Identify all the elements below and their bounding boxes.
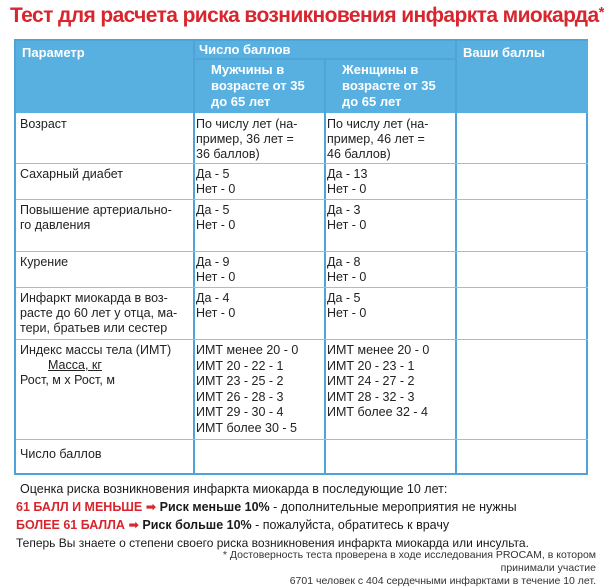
row-age-param: Возраст bbox=[20, 117, 67, 131]
arrow-icon: ➡ bbox=[145, 500, 157, 514]
row-age-women: По числу лет (на- пример, 46 лет = 46 баллов) bbox=[327, 117, 429, 161]
row-diabetes-men: Да - 5 Нет - 0 bbox=[196, 167, 236, 196]
row-family-women: Да - 5 Нет - 0 bbox=[327, 291, 367, 320]
notes-line-4: Теперь Вы знаете о степени своего риска возникновения инфаркта миокарда или инсульта. bbox=[16, 536, 529, 550]
row-pressure-men: Да - 5 Нет - 0 bbox=[196, 203, 236, 232]
row-smoking-men: Да - 9 Нет - 0 bbox=[196, 255, 236, 284]
notes-line-1: Оценка риска возникновения инфаркта миокарда в последующие 10 лет: bbox=[20, 482, 448, 496]
header-points: Число баллов bbox=[195, 41, 455, 58]
row-bmi-param: Индекс массы тела (ИМТ) Масса, кг Рост, м х Рост, м bbox=[20, 343, 172, 387]
row-family-men: Да - 4 Нет - 0 bbox=[196, 291, 236, 320]
row-family-param: Инфаркт миокарда в воз- расте до 60 лет у отца, ма- тери, братьев или сестер bbox=[20, 291, 178, 335]
row-bmi-women: ИМТ менее 20 - 0 ИМТ 20 - 23 - 1 ИМТ 24 - 27 - 2 ИМТ 28 - 32 - 3 ИМТ более 32 - 4 bbox=[327, 343, 430, 419]
row-age-men: По числу лет (на- пример, 36 лет = 36 баллов) bbox=[196, 117, 298, 161]
row-diabetes-param: Сахарный диабет bbox=[20, 167, 123, 181]
header-your-points: Ваши баллы bbox=[457, 41, 588, 113]
row-bmi-men: ИМТ менее 20 - 0 ИМТ 20 - 22 - 1 ИМТ 23 - 25 - 2 ИМТ 26 - 28 - 3 ИМТ 29 - 30 - 4 ИМТ более 30 - 5 bbox=[196, 343, 299, 435]
header-women: Женщины в возрасте от 35 до 65 лет bbox=[326, 60, 455, 113]
row-smoking-param: Курение bbox=[20, 255, 69, 269]
row-pressure-women: Да - 3 Нет - 0 bbox=[327, 203, 367, 232]
arrow-icon: ➡ bbox=[128, 518, 139, 532]
row-smoking-women: Да - 8 Нет - 0 bbox=[327, 255, 367, 284]
header-men: Мужчины в возрасте от 35 до 65 лет bbox=[195, 60, 324, 113]
footnote: * Достоверность теста проверена в ходе исследования PROCAM, в котором принимали участие 6701 человек с 404 сердечными инфарктами в течение 10 лет. bbox=[222, 549, 596, 587]
row-diabetes-women: Да - 13 Нет - 0 bbox=[327, 167, 368, 196]
notes bbox=[16, 480, 600, 552]
page-title: Тест для расчета риска возникновения инфаркта миокарда* bbox=[10, 4, 604, 27]
header-param: Параметр bbox=[16, 41, 193, 113]
notes-line-3: БОЛЕЕ 61 БАЛЛА ➡ Риск больше 10% - пожалуйста, обратитесь к врачу bbox=[16, 518, 450, 532]
row-pressure-param: Повышение артериально- го давления bbox=[20, 203, 172, 232]
notes-line-2: 61 БАЛЛ И МЕНЬШЕ ➡ Риск меньше 10% - дополнительные мероприятия не нужны bbox=[16, 500, 517, 514]
row-total-param: Число баллов bbox=[20, 447, 102, 461]
risk-table bbox=[14, 39, 588, 475]
